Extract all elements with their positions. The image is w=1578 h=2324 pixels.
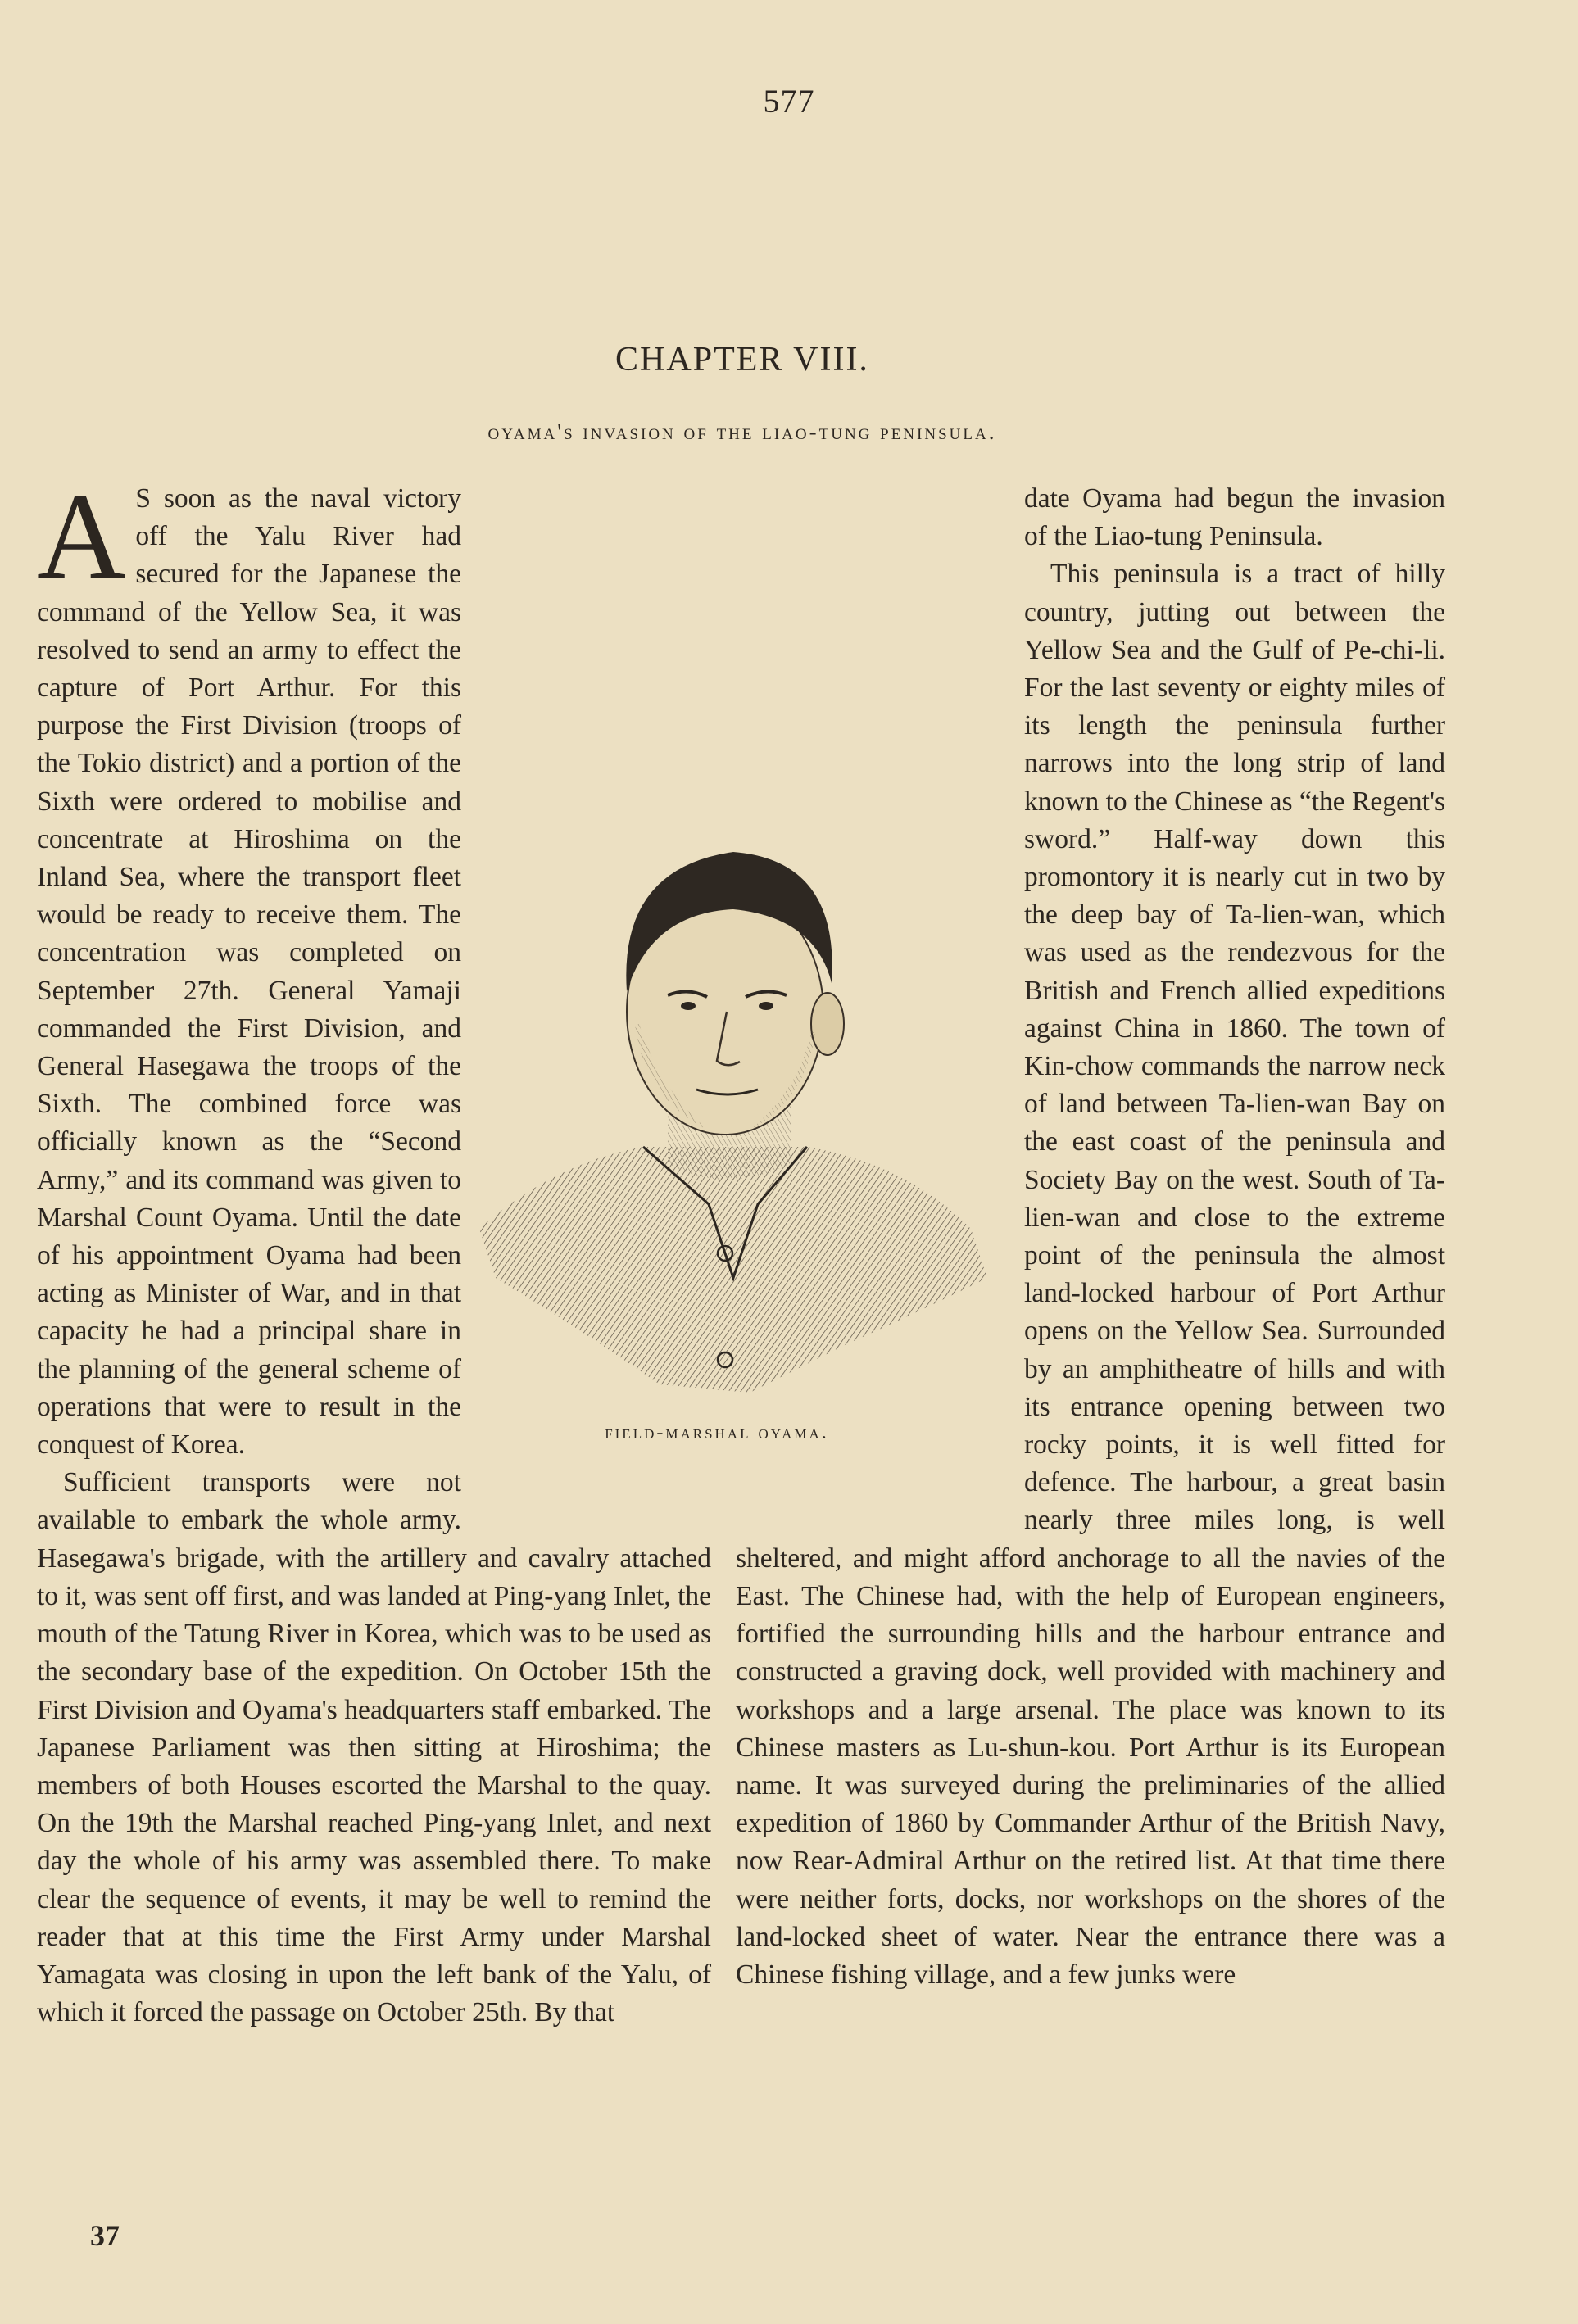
portrait-illustration <box>463 819 987 1442</box>
chapter-subtitle: oyama's invasion of the liao-tung peninsula. <box>487 419 997 444</box>
signature-mark: 37 <box>90 2219 120 2252</box>
right-paragraph-1: date Oyama had begun the invasion of the Liao-tung Peninsula. <box>1024 483 1445 552</box>
drop-cap: A <box>37 469 126 605</box>
right-paragraph-2: This peninsula is a tract of hilly country, jutting out between the Yellow Sea and the Gulf of Pe-chi-li. For the last seventy or eighty miles of its length the peninsula further narrows into the long strip of land known to the Chinese as “the Regent's sword.” Half-way down this promontory it is nearly cut in two by the deep bay of Ta-lien-wan, which was used as the rendezvous for the British and French allied expeditions against China in 1860. The town of Kin-chow commands the narrow neck of land between Ta-lien-wan Bay on the east coast of the peninsula and Society Bay on the west. South of Ta-lien-wan and close to the extreme point of the peninsula the almost land-locked harbour of Port Arthur opens on the Yellow Sea. Surrounded by an amphitheatre of hills and with its entrance opening between two rocky points, it is well fitted for defence. The harbour, a great basin nearly three miles long, is well sheltered, and might afford anchorage to all the navies of the East. The Chinese had, with the help of European engineers, fortified the surrounding hills and the harbour entrance and constructed a graving dock, well provided with machinery and workshops and a large arsenal. The place was known to its Chinese masters as Lu-shun-kou. Port Arthur is its European name. It was surveyed during the preliminaries of the allied expedition of 1860 by Commander Arthur of the British Navy, now Rear-Admiral Arthur on the retired list. At that time there were neither forts, docks, nor workshops on the shores of the land-locked sheet of water. Near the entrance there was a Chinese fishing village, and a few junks were <box>736 559 1446 1990</box>
figure-caption: field-marshal oyama. <box>605 1422 829 1443</box>
page-number: 577 <box>763 83 815 120</box>
chapter-title: CHAPTER VIII. <box>615 341 869 378</box>
left-paragraph-2: Sufficient transports were not available to embark the whole army. Hasegawa's brigade, with the artillery and cavalry attached to it, was sent off first, and was landed at Ping-yang Inlet, the mouth of the Tatung River in Korea, which was to be used as the secondary base of the expedition. On October 15th the First Division and Oyama's headquarters staff embarked. The Japanese Parliament was then sitting at Hiroshima; the members of both Houses escorted the Marshal to the quay. On the 19th the Marshal reached Ping-yang Inlet, and next day the whole of his army was assembled there. To make clear the sequence of events, it may be well to remind the reader that at this time the First Army under Marshal Yamagata was closing in upon the left bank of the Yalu, of which it forced the passage on October 25th. By that <box>37 1467 711 2028</box>
left-paragraph-1: S soon as the naval victory off the Yalu River had secured for the Japanese the command of the Yellow Sea, it was resolved to send an army to effect the capture of Port Arthur. For this purpose the First Division (troops of the Tokio district) and a portion of the Sixth were ordered to mobilise and concentrate at Hiroshima on the Inland Sea, where the transport fleet would be ready to receive them. The concentration was completed on September 27th. General Yamaji commanded the First Division, and General Hasegawa the troops of the Sixth. The combined force was officially known as the “Second Army,” and its command was given to Marshal Count Oyama. Until the date of his appointment Oyama had been acting as Minister of War, and in that capacity he had a principal share in the planning of the general scheme of operations that were to result in the conquest of Korea. <box>37 483 461 1461</box>
